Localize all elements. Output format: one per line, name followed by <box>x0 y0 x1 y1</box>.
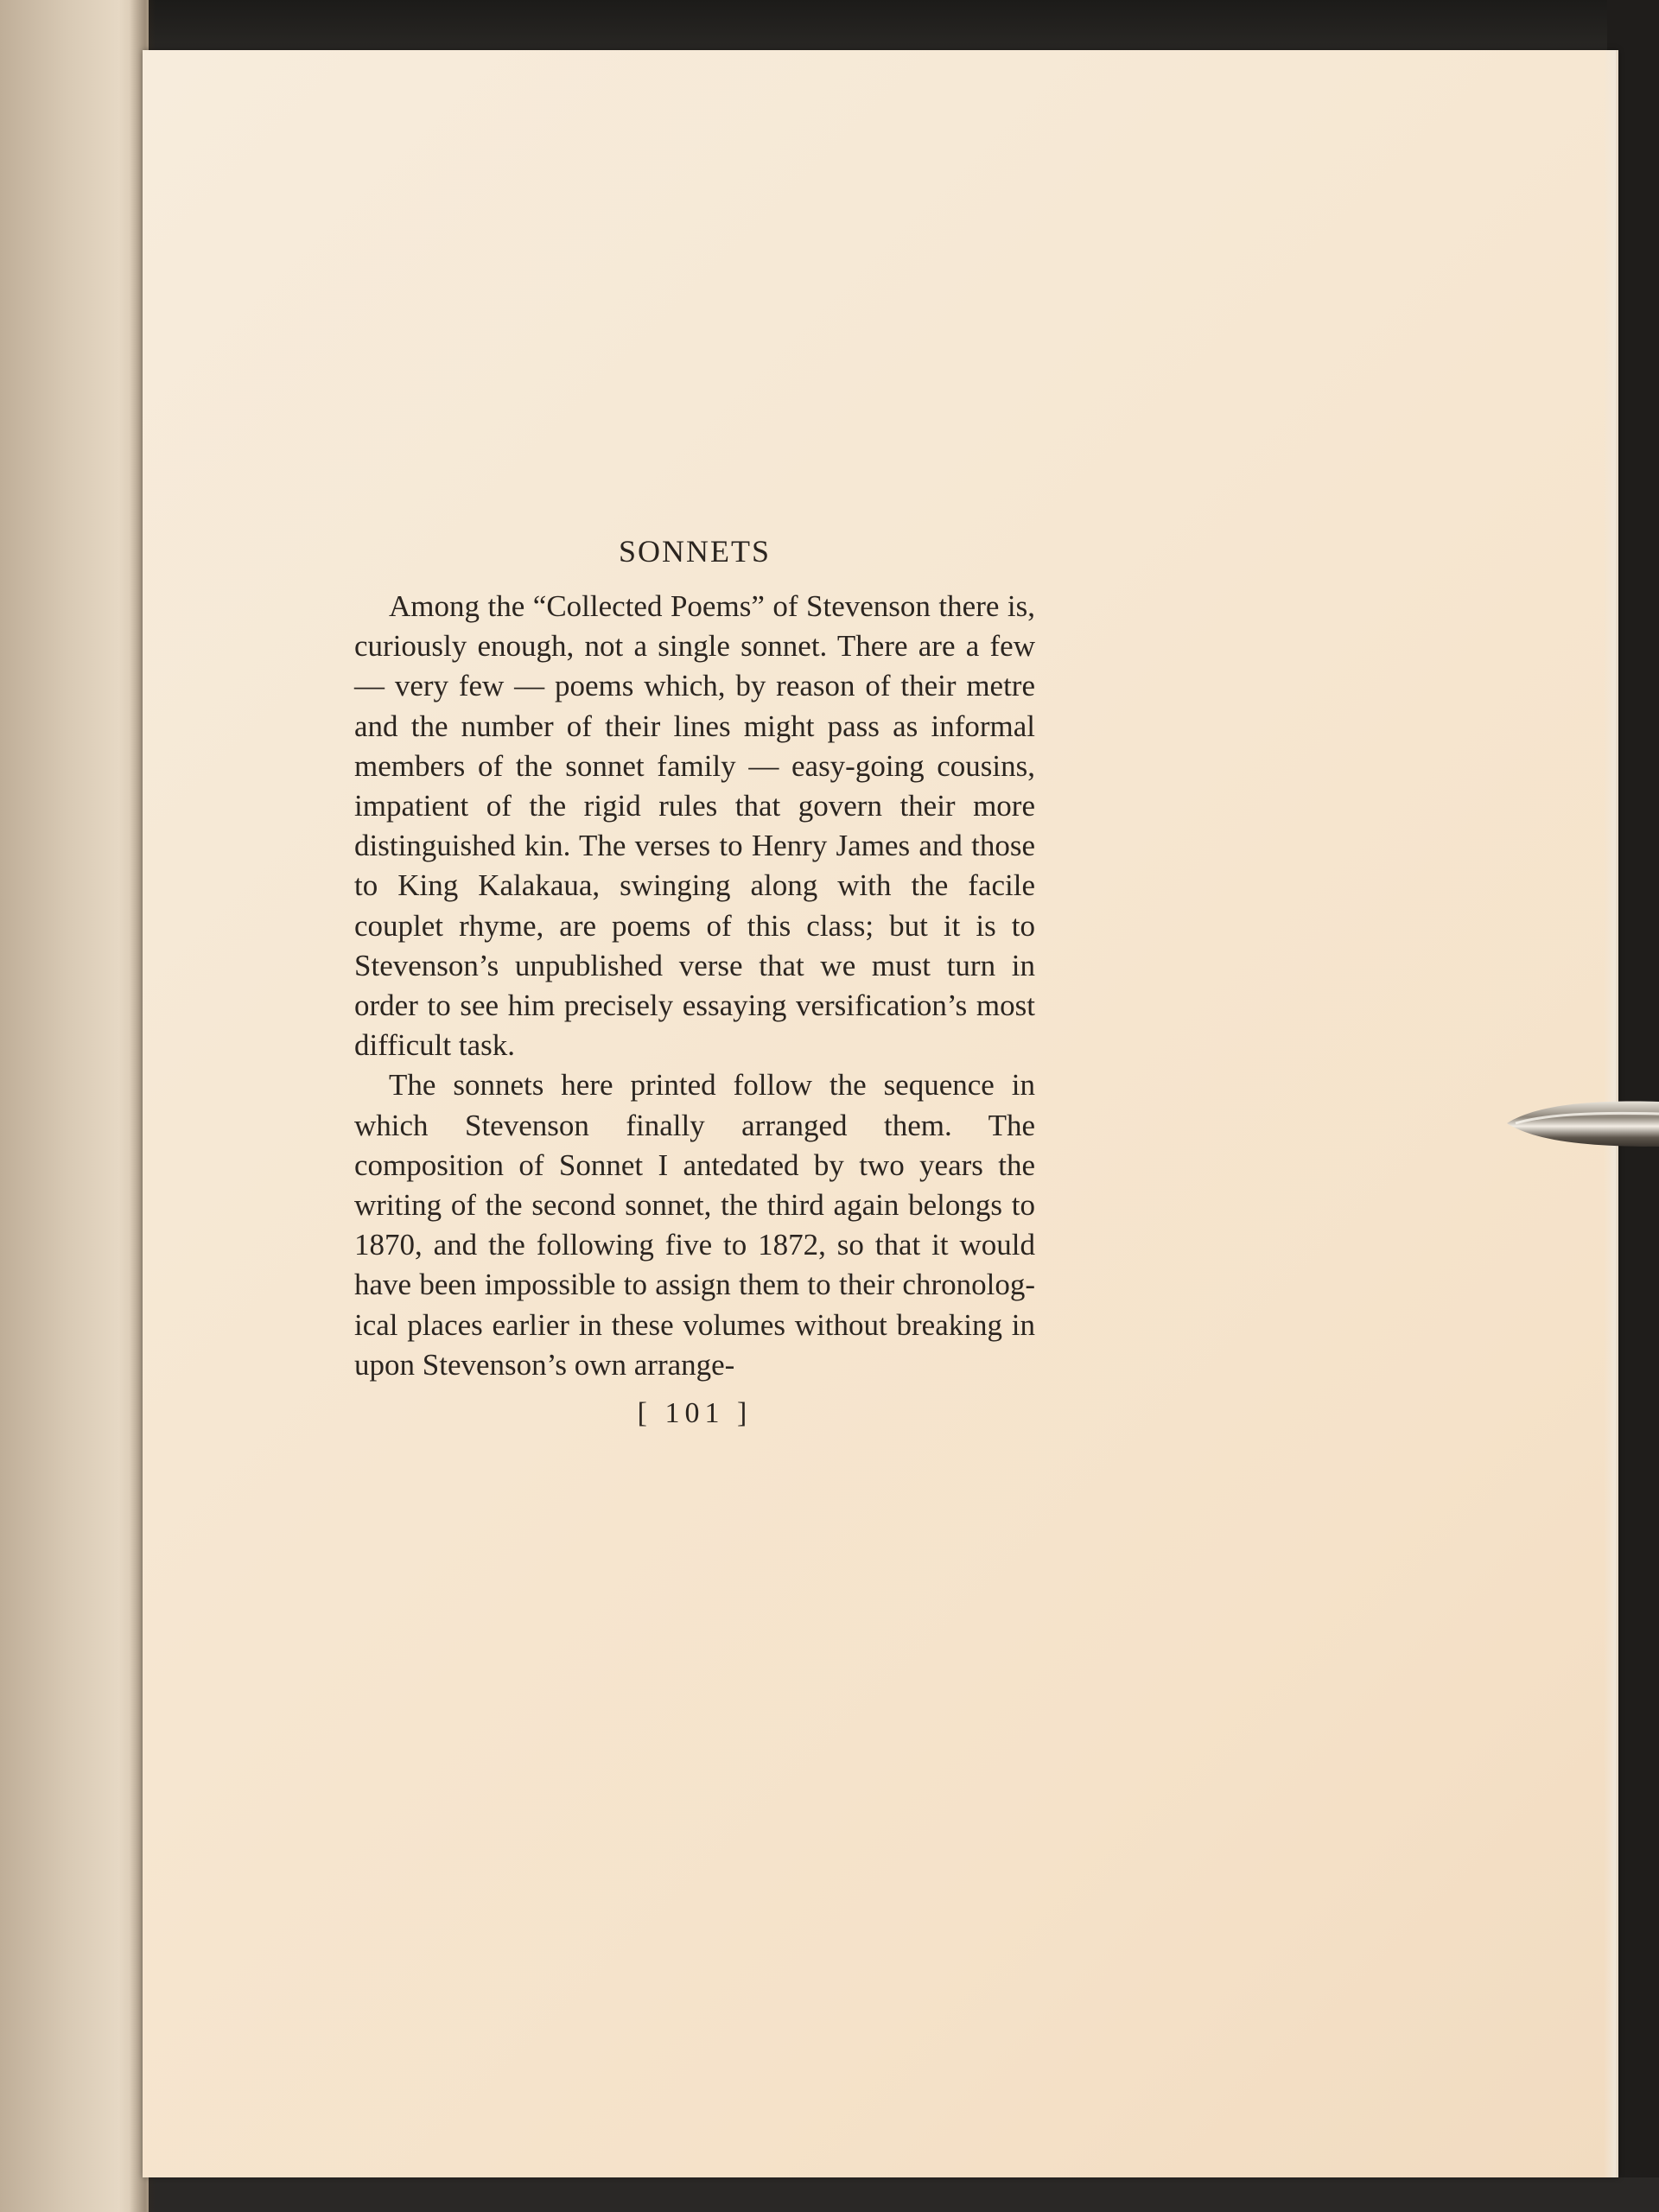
backdrop-bottom <box>121 2177 1659 2212</box>
page-title: SONNETS <box>618 534 772 569</box>
paragraph-1: Among the “Collected Poems” of Stevenson there is, curiously enough, not a single sonnet. There are a few — very few — poems which, by reason of their metre and the number of their lines might pass as informal members of the sonnet family — easy-going cousins, impatient of the rigid rules that govern their more distinguished kin. The verses to Henry James and those to King Kalakaua, swinging along with the facile couplet rhyme, are poems of this class; but it is to Stevenson’s unpublished verse that we must turn in order to see him precisely essaying versification’s most difficult task. <box>354 589 1035 1063</box>
page-number: [ 101 ] <box>637 1397 753 1430</box>
text-block <box>354 530 1035 1435</box>
metal-clip-icon <box>1503 1084 1659 1162</box>
book-binding <box>0 0 149 2212</box>
book-page <box>143 50 1618 2177</box>
paragraph-2: The sonnets here printed follow the sequence in which Stevenson finally arranged them. The composition of Sonnet I antedated by two years the writing of the second sonnet, the third again belongs to 1870, and the following five to 1872, so that it would have been impossible to assign them to their chronological places earlier in these volumes without breaking in upon Stevenson’s own arrange- <box>354 1068 1035 1382</box>
